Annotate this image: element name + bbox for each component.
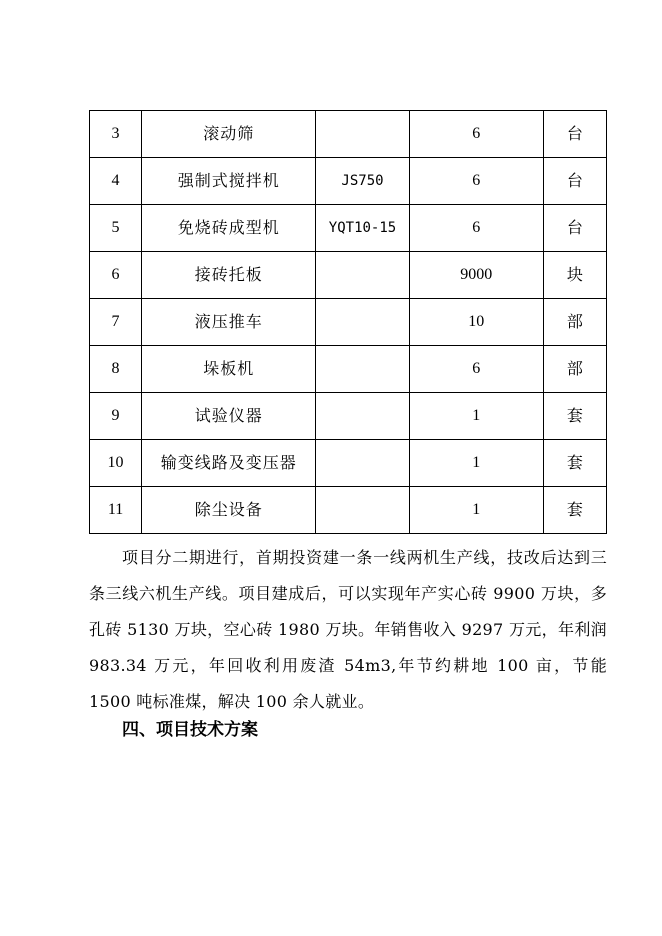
table-row	[90, 393, 607, 440]
row-number-cell: 3	[90, 111, 142, 158]
model-spec-cell	[316, 487, 409, 534]
table-row	[90, 158, 607, 205]
row-number-cell: 9	[90, 393, 142, 440]
equipment-table	[89, 110, 607, 534]
table-row	[90, 487, 607, 534]
equipment-name-cell: 输变线路及变压器	[142, 440, 316, 487]
unit-cell: 台	[543, 205, 606, 252]
project-summary-paragraph: 项目分二期进行，首期投资建一条一线两机生产线，技改后达到三条三线六机生产线。项目建成后，可以实现年产实心砖 9900 万块，多孔砖 5130 万块，空心砖 1980 万块。年销售收入 9297 万元，年利润 983.34 万元，年回收利用废渣 54m3,年节约耕地 100 亩，节能 1500 吨标准煤，解决 100 余人就业。	[89, 548, 607, 711]
quantity-cell: 1	[409, 487, 543, 534]
model-spec-cell	[316, 111, 409, 158]
equipment-name-cell: 强制式搅拌机	[142, 158, 316, 205]
section-heading: 四、项目技术方案	[122, 720, 258, 740]
unit-cell: 部	[543, 299, 606, 346]
quantity-cell: 6	[409, 346, 543, 393]
unit-cell: 部	[543, 346, 606, 393]
model-spec-cell: YQT10-15	[316, 205, 409, 252]
equipment-name-cell: 试验仪器	[142, 393, 316, 440]
row-number-cell: 11	[90, 487, 142, 534]
equipment-name-cell: 液压推车	[142, 299, 316, 346]
table-row	[90, 252, 607, 299]
unit-cell: 台	[543, 111, 606, 158]
unit-cell: 套	[543, 393, 606, 440]
table-row	[90, 205, 607, 252]
quantity-cell: 6	[409, 205, 543, 252]
unit-cell: 套	[543, 487, 606, 534]
equipment-table-body	[90, 111, 607, 534]
model-spec-cell	[316, 393, 409, 440]
quantity-cell: 6	[409, 158, 543, 205]
equipment-name-cell: 免烧砖成型机	[142, 205, 316, 252]
equipment-name-cell: 垛板机	[142, 346, 316, 393]
quantity-cell: 9000	[409, 252, 543, 299]
row-number-cell: 6	[90, 252, 142, 299]
table-row	[90, 299, 607, 346]
unit-cell: 块	[543, 252, 606, 299]
table-row	[90, 440, 607, 487]
equipment-name-cell: 除尘设备	[142, 487, 316, 534]
table-row	[90, 346, 607, 393]
row-number-cell: 7	[90, 299, 142, 346]
row-number-cell: 10	[90, 440, 142, 487]
model-spec-cell	[316, 299, 409, 346]
quantity-cell: 1	[409, 440, 543, 487]
quantity-cell: 1	[409, 393, 543, 440]
quantity-cell: 6	[409, 111, 543, 158]
row-number-cell: 8	[90, 346, 142, 393]
quantity-cell: 10	[409, 299, 543, 346]
equipment-name-cell: 接砖托板	[142, 252, 316, 299]
table-row	[90, 111, 607, 158]
unit-cell: 台	[543, 158, 606, 205]
equipment-name-cell: 滚动筛	[142, 111, 316, 158]
model-spec-cell	[316, 252, 409, 299]
model-spec-cell	[316, 440, 409, 487]
model-spec-cell	[316, 346, 409, 393]
row-number-cell: 5	[90, 205, 142, 252]
unit-cell: 套	[543, 440, 606, 487]
row-number-cell: 4	[90, 158, 142, 205]
model-spec-cell: JS750	[316, 158, 409, 205]
